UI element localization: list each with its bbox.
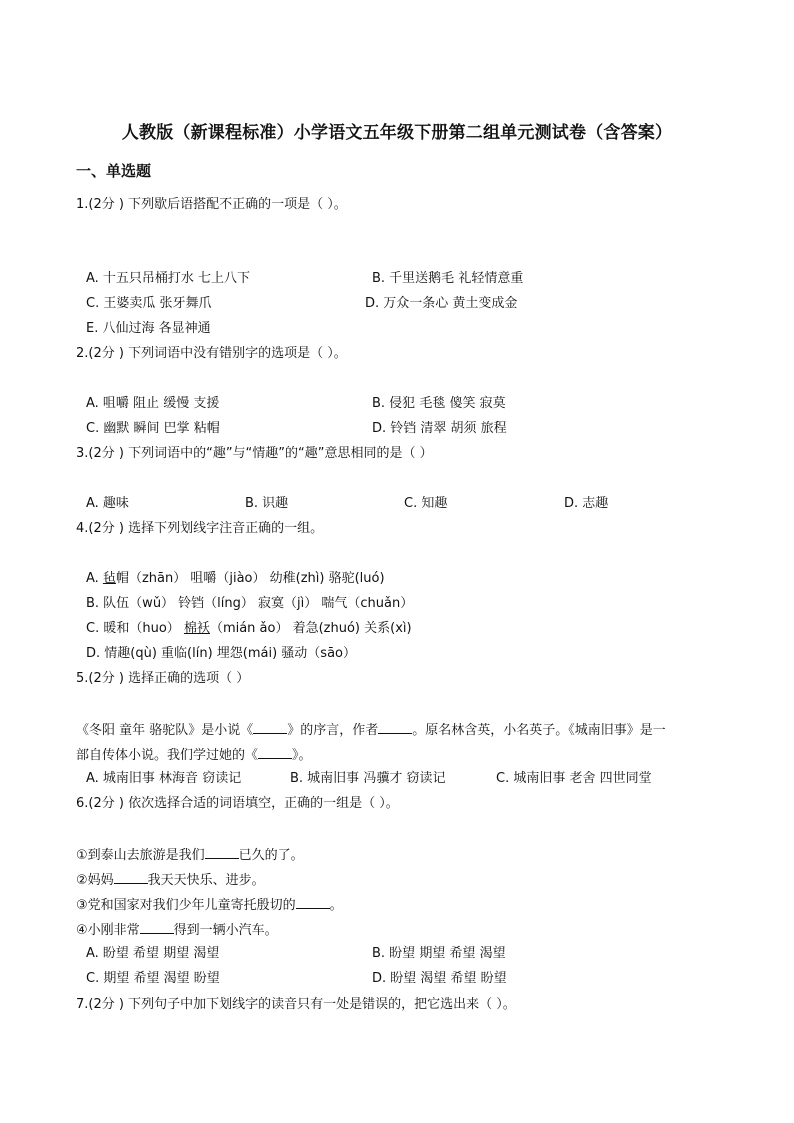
question-2-option-b[interactable]: B. 侵犯 毛毯 傻笑 寂莫 [372,396,506,411]
question-3-stem: 3.(2分 ) 下列词语中的“趣”与“情趣”的“趣”意思相同的是（ ） [76,446,433,461]
question-2-option-d[interactable]: D. 铃铛 清翠 胡须 旅程 [372,421,507,436]
question-4-option-b[interactable]: B. 队伍（wǔ） 铃铛（líng） 寂寞（jì） 喘气（chuǎn） [86,596,414,611]
fill-blank[interactable] [296,895,330,909]
question-2-stem: 2.(2分 ) 下列词语中没有错别字的选项是（ ）。 [76,346,347,361]
sentence-text: 得到一辆小汽车。 [173,923,278,938]
question-7-stem: 7.(2分 ) 下列句子中加下划线字的读音只有一处是错误的，把它选出来（ ）。 [76,997,516,1012]
fill-blank[interactable] [253,720,287,734]
sentence-text: ④小刚非常 [76,923,140,938]
question-1-option-c[interactable]: C. 王婆卖瓜 张牙舞爪 [86,296,212,311]
sentence-text: ①到泰山去旅游是我们 [76,848,205,863]
question-5-stem: 5.(2分 ) 选择正确的选项（ ） [76,671,250,686]
question-3-option-c[interactable]: C. 知趣 [404,496,448,511]
question-5-option-c[interactable]: C. 城南旧事 老舍 四世同堂 [496,771,652,786]
question-6-option-c[interactable]: C. 期望 希望 渴望 盼望 [86,971,220,986]
fill-blank[interactable] [205,845,239,859]
passage-text: 。原名林含英，小名英子。《城南旧事》是一 [412,723,666,738]
question-6-stem: 6.(2分 ) 依次选择合适的词语填空，正确的一组是（ ）。 [76,796,399,811]
option-a-rest: 帽（zhān） 咀嚼（jiào） 幼稚(zhì) 骆驼(luó) [115,571,385,586]
passage-text: 《冬阳 童年 骆驼队》是小说《 [76,723,254,738]
question-4-stem: 4.(2分 ) 选择下列划线字注音正确的一组。 [76,521,324,536]
question-5-passage-line-1 [76,720,666,740]
question-6-option-d[interactable]: D. 盼望 渴望 希望 盼望 [372,971,507,986]
question-2-option-c[interactable]: C. 幽默 瞬间 巴掌 粘帽 [86,421,220,436]
sentence-text: ③党和国家对我们少年儿童寄托殷切的 [76,898,296,913]
question-6-sentence-2 [76,870,265,890]
sentence-text: 我天天快乐、进步。 [147,873,265,888]
passage-text: 》。 [292,748,312,763]
question-4-option-a[interactable] [86,570,385,588]
question-5-option-b[interactable]: B. 城南旧事 冯骥才 窃读记 [290,771,446,786]
fill-blank[interactable] [258,745,292,759]
fill-blank[interactable] [114,870,148,884]
question-1-option-e[interactable]: E. 八仙过海 各显神通 [86,321,211,336]
question-5-option-a[interactable]: A. 城南旧事 林海音 窃读记 [86,771,242,786]
sentence-text: 已久的了。 [238,848,304,863]
question-1-option-a[interactable]: A. 十五只吊桶打水 七上八下 [86,271,251,286]
question-4-option-d[interactable]: D. 情趣(qù) 重临(lín) 埋怨(mái) 骚动（sāo） [86,646,356,661]
fill-blank[interactable] [378,720,412,734]
question-6-option-a[interactable]: A. 盼望 希望 期望 渴望 [86,946,220,961]
question-5-passage-line-2 [76,745,312,765]
underlined-char: 毡 [102,571,116,586]
question-1-option-d[interactable]: D. 万众一条心 黄土变成金 [365,296,518,311]
question-3-option-b[interactable]: B. 识趣 [245,496,289,511]
question-2-option-a[interactable]: A. 咀嚼 阻止 缓慢 支援 [86,396,220,411]
passage-text: 部自传体小说。我们学过她的《 [76,748,259,763]
question-1-stem: 1.(2分 ) 下列歇后语搭配不正确的一项是（ ）。 [76,197,347,212]
question-6-sentence-3 [76,895,343,915]
sentence-text: 。 [329,898,343,913]
passage-text: 》的序言，作者 [287,723,379,738]
option-c-prefix: C. 暖和（huo） [86,621,184,636]
page-title: 人教版（新课程标准）小学语文五年级下册第二组单元测试卷（含答案） [121,123,673,143]
section-heading: 一、单选题 [76,162,152,180]
question-6-sentence-1 [76,845,304,865]
option-a-prefix: A. [86,571,103,586]
question-6-sentence-4 [76,920,278,940]
question-4-option-c[interactable] [86,620,412,638]
question-1-option-b[interactable]: B. 千里送鹅毛 礼轻情意重 [372,271,524,286]
question-3-option-a[interactable]: A. 趣味 [86,496,129,511]
question-6-option-b[interactable]: B. 盼望 期望 希望 渴望 [372,946,506,961]
option-c-rest: （mián ǎo） 着急(zhuó) 关系(xì) [209,621,412,636]
sentence-text: ②妈妈 [76,873,114,888]
underlined-word: 棉袄 [183,621,210,636]
fill-blank[interactable] [140,920,174,934]
question-3-option-d[interactable]: D. 志趣 [564,496,609,511]
